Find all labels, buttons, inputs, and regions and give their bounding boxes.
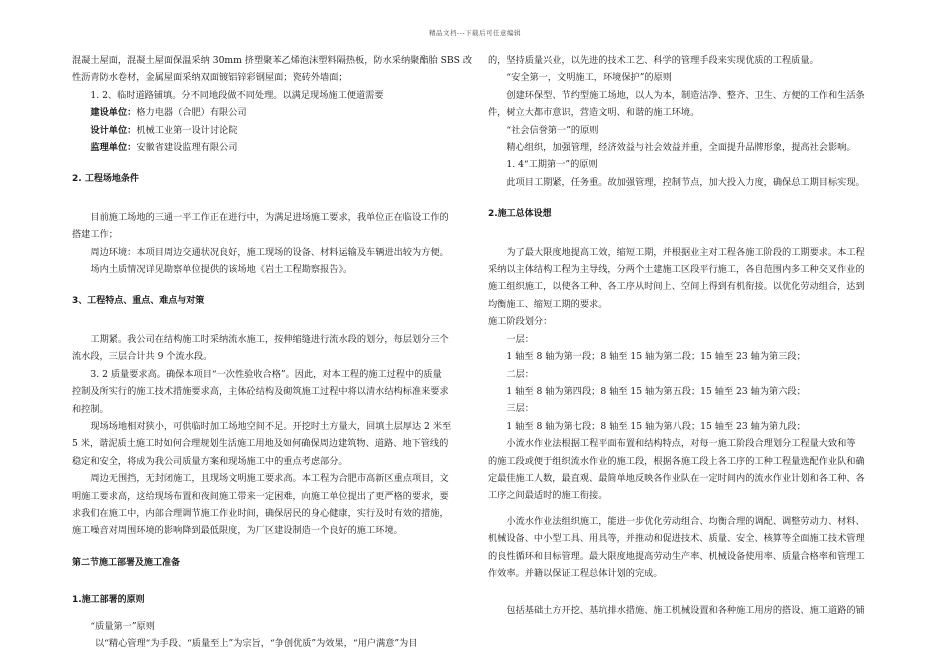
section-heading-features: 3、工程特点、重点、难点与对策 [72, 296, 205, 307]
paragraph-overall-line2: 采纳以主体结构工程为主导线，分两个土建施工区段平行施工，各自范围内多工种交叉作业的 [488, 264, 865, 276]
paragraph-flow-line4: 工序之间最适时的施工衔接。 [488, 490, 608, 502]
principle-quality-text: 以“精心管理“为手段、“质量至上”为宗旨，“争创优质”为效果，“用户满意”为目 [95, 637, 418, 649]
info-value: 安徽省建设监理有限公司 [136, 142, 238, 154]
floor-3-stages: 1 轴至 8 轴为第七段；8 轴至 15 轴为第八段；15 轴至 23 轴为第九段； [506, 420, 806, 432]
paragraph-overall-line4: 均衡施工、缩短工期的要求。 [488, 298, 608, 310]
paragraph-env-line2: 场内土质情况详见勘察单位提供的该场地《岩土工程勘察报告》。 [90, 264, 353, 276]
paragraph-labor-line4: 作效率。并籍以保证工程总体计划的完成。 [488, 567, 663, 579]
paragraph-space-line1: 现场场地相对狭小，可供临时加工场地空间不足。开挖时土方量大，回填土层厚达 2 米至 [90, 420, 452, 432]
paragraph-overall-line3: 施工组织施工，以使各工种、各工序从时间上、空间上得到有机衔接。以优化劳动组合，达到 [488, 281, 865, 293]
floor-3-label: 三层： [506, 403, 534, 415]
principle-safety-line2: 件，树立大都市意识，营造文明、和谐的施工环境。 [488, 107, 700, 119]
info-label: 建设单位： [90, 107, 137, 119]
paragraph-foundation: 包括基础土方开挖、基坑排水措施、施工机械设置和各种施工用房的搭设、施工道路的铺 [506, 605, 865, 617]
principle-credit-title: “社会信誉第一”的原则 [506, 124, 599, 136]
paragraph-schedule-line2: 流水段，三层合计共 9 个流水段。 [72, 351, 213, 363]
section-heading-principles: 1.施工部署的原则 [72, 595, 145, 606]
paragraph-road: 1. 2、临时道路铺填。分不同地段做不同处理。以满足现场施工便道需要 [90, 89, 384, 101]
paragraph-civil-line2: 明施工要求高，这给现场布置和夜间施工带来一定困难，向施工单位提出了更严格的要求，要 [72, 490, 449, 502]
paragraph-quality-goal: 的，坚持质量兴业，以先进的技术工艺、科学的管理手段来实现优质的工程质量。 [488, 55, 819, 66]
paragraph-quality-line2: 控制及所实行的施工技术措施要求高，主体砼结构及砌筑施工过程中将以清水结构标准来要求 [72, 386, 449, 398]
paragraph-roof-line1: 混凝土屋面，混凝土屋面保温采纳 30mm 挤塑聚苯乙烯泡沫塑料隔热板，防水采纳聚酯胎 SBS 改 [72, 55, 473, 66]
paragraph-site-line1: 目前施工场地的三通一平工作正在进行中，为满足进场施工要求，我单位正在临设工作的 [90, 211, 449, 223]
paragraph-overall-line1: 为了最大限度地提高工效，缩短工期，并根据业主对工程各施工阶段的工期要求。本工程 [506, 246, 865, 258]
paragraph-labor-line3: 的良性循环和目标管理。最大限度地提高劳动生产率、机械设备使用率、质量合格率和管理工 [488, 550, 865, 562]
floor-2-stages: 1 轴至 8 轴为第四段；8 轴至 15 轴为第五段；15 轴至 23 轴为第六段； [506, 385, 806, 397]
info-label: 监理单位： [90, 142, 137, 154]
floor-2-label: 二层： [506, 368, 534, 380]
info-designer [72, 122, 467, 139]
page-header: 精品文档---下载后可任意编辑 [428, 29, 522, 37]
paragraph-labor-line2: 机械设备、中小型工具、用具等，并推动和促进技术、质量、安全、核算等全面施工技术管理 [488, 533, 865, 545]
paragraph-quality-line1: 3. 2 质量要求高。确保本项目“一次性验收合格”。因此，对本工程的施工过程中的质量 [90, 368, 442, 380]
info-value: 机械工业第一设计讨论院 [136, 124, 238, 136]
paragraph-quality-line3: 和控制。 [72, 403, 109, 415]
paragraph-labor-line1: 小流水作业法组织施工，能进一步优化劳动组合、均衡合理的调配、调整劳动力、材料、 [506, 515, 865, 527]
principle-duration-title: 1. 4“工期第一”的原则 [506, 159, 598, 171]
info-value: 格力电器（合肥）有限公司 [136, 107, 247, 119]
paragraph-stages-title: 施工阶段划分： [488, 316, 553, 328]
right-column [488, 52, 883, 620]
paragraph-flow-line2: 的施工段或便于组织流水作业的施工段，根据各施工段上各工序的工种工程量选配作业队和确 [488, 455, 865, 467]
paragraph-site-line2: 搭建工作； [72, 229, 118, 241]
floor-1-label: 一层： [506, 333, 534, 345]
paragraph-schedule-line1: 工期紧。我公司在结构施工时采纳流水施工，按伸缩缝进行流水段的划分，每层划分三个 [90, 333, 449, 345]
paragraph-civil-line3: 求我们在施工中，内部合理调节施工作业时间，确保居民的身心健康，实行及时有效的措施， [72, 507, 449, 519]
principle-quality-title: “质量第一”原则 [90, 620, 155, 632]
section-heading-site: 2. 工程场地条件 [72, 174, 139, 185]
principle-credit-text: 精心组织，加强管理，经济效益与社会效益并重，全面提升品牌形象，提高社会影响。 [506, 142, 856, 154]
floor-1-stages: 1 轴至 8 轴为第一段；8 轴至 15 轴为第二段；15 轴至 23 轴为第三段； [506, 351, 806, 363]
section-heading-deployment: 第二节施工部署及施工准备 [72, 557, 181, 568]
left-column [72, 52, 473, 652]
paragraph-space-line3: 稳定和安全，将成为我公司质量方案和现场施工中的重点考虑部分。 [72, 455, 348, 467]
info-supervisor [72, 139, 467, 156]
paragraph-civil-line4: 施工噪音对周围环境的影响降到最低限度，为厂区建设制造一个良好的施工环境。 [72, 525, 403, 537]
paragraph-roof-line2: 性沥青防水卷材，金属屋面采纳双面镀铝锌彩钢屋面；瓷砖外墙面； [72, 72, 348, 84]
principle-safety-title: “安全第一，文明施工，环境保护”的原则 [506, 72, 672, 84]
paragraph-civil-line1: 周边无围挡，无封闭施工，且现场文明施工要求高。本工程为合肥市高新区重点项目，文 [90, 473, 449, 485]
principle-safety-line1: 创建环保型、节约型施工场地，以人为本，制造洁净、整齐、卫生、方便的工作和生活条 [506, 89, 865, 101]
section-heading-overall: 2.施工总体设想 [488, 209, 552, 220]
info-client [72, 104, 467, 121]
principle-duration-text: 此项目工期紧，任务重。故加强管理，控制节点，加大投入力度，确保总工期目标实现。 [506, 176, 865, 188]
paragraph-flow-line1: 小流水作业法根据工程平面布置和结构特点，对每一施工阶段合理划分工程量大致和等 [506, 438, 856, 450]
paragraph-env-line1: 周边环境：本项目周边交通状况良好，施工现场的设备、材料运输及车辆进出较为方便。 [90, 246, 449, 258]
info-label: 设计单位： [90, 124, 137, 136]
paragraph-flow-line3: 定最佳施工人数，最直观、最简单地反映各作业队在一定时间内的流水作业计划和各工种、各 [488, 472, 865, 484]
paragraph-space-line2: 5 米，谐泥质土施工时如何合理规划生活施工用地及如何确保周边建筑物、道路、地下管线的 [72, 438, 449, 450]
